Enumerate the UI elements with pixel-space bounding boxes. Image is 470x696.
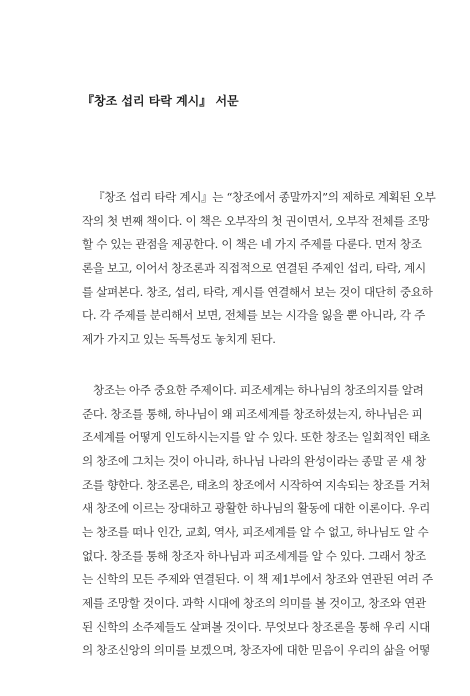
paragraph-line: 없다. 창조를 통해 창조자 하나님과 피조세계를 알 수 있다. 그래서 창조 xyxy=(82,548,426,563)
paragraph-line: 는 신학의 모든 주제와 연결된다. 이 책 제1부에서 창조와 연관된 여러 주 xyxy=(82,572,433,587)
paragraph-line: 제가 가지고 있는 독특성도 놓치게 된다. xyxy=(82,332,276,347)
paragraph-line: 론을 보고, 이어서 창조론과 직접적으로 연결된 주제인 섭리, 타락, 계시 xyxy=(82,261,426,276)
paragraph-line: 『창조 섭리 타락 계시』는 “창조에서 종말까지”의 제하로 계획된 오부 xyxy=(93,190,436,204)
page-heading: 『창조 섭리 타락 계시』 서문 xyxy=(82,94,239,108)
paragraph-2 xyxy=(82,379,433,663)
paragraph-line: 다. 각 주제를 분리해서 보면, 전체를 보는 시각을 잃을 뿐 아니라, 각 주 xyxy=(82,308,425,323)
paragraph-line: 새 창조에 이르는 장대하고 광활한 하나님의 활동에 대한 이론이다. 우리 xyxy=(82,501,430,516)
paragraph-line: 조세계를 어떻게 인도하시는지를 알 수 있다. 또한 창조는 일회적인 태초 xyxy=(82,430,430,445)
paragraph-line: 는 창조를 떠나 인간, 교회, 역사, 피조세계를 알 수 없고, 하나님도 알 수 xyxy=(82,524,429,539)
paragraph-line: 할 수 있는 관점을 제공한다. 이 책은 네 가지 주제를 다룬다. 먼저 창조 xyxy=(82,237,422,252)
paragraph-line: 조를 향한다. 창조론은, 태초의 창조에서 시작하여 지속되는 창조를 거쳐 xyxy=(82,477,430,492)
paragraph-line: 창조는 아주 중요한 주제이다. 피조세계는 하나님의 창조의지를 알려 xyxy=(93,382,424,397)
paragraph-line: 준다. 창조를 통해, 하나님이 왜 피조세계를 창조하셨는지, 하나님은 피 xyxy=(82,406,423,421)
paragraph-line: 를 살펴본다. 창조, 섭리, 타락, 계시를 연결해서 보는 것이 대단히 중요하 xyxy=(82,284,433,299)
paragraph-line: 작의 첫 번째 책이다. 이 책은 오부작의 첫 권이면서, 오부작 전체를 조망 xyxy=(82,213,430,228)
paragraph-line: 된 신학의 소주제들도 살펴볼 것이다. 무엇보다 창조론을 통해 우리 시대 xyxy=(82,619,430,634)
body-text xyxy=(82,186,436,663)
paragraph-line: 의 창조신앙의 의미를 보겠으며, 창조자에 대한 믿음이 우리의 삶을 어떻 xyxy=(82,643,430,658)
paragraph-1 xyxy=(82,186,436,352)
paragraph-line: 의 창조에 그치는 것이 아니라, 하나님 나라의 완성이라는 종말 곧 새 창 xyxy=(82,453,426,468)
paragraph-line: 제를 조망할 것이다. 과학 시대에 창조의 의미를 볼 것이고, 창조와 연관 xyxy=(82,596,426,610)
